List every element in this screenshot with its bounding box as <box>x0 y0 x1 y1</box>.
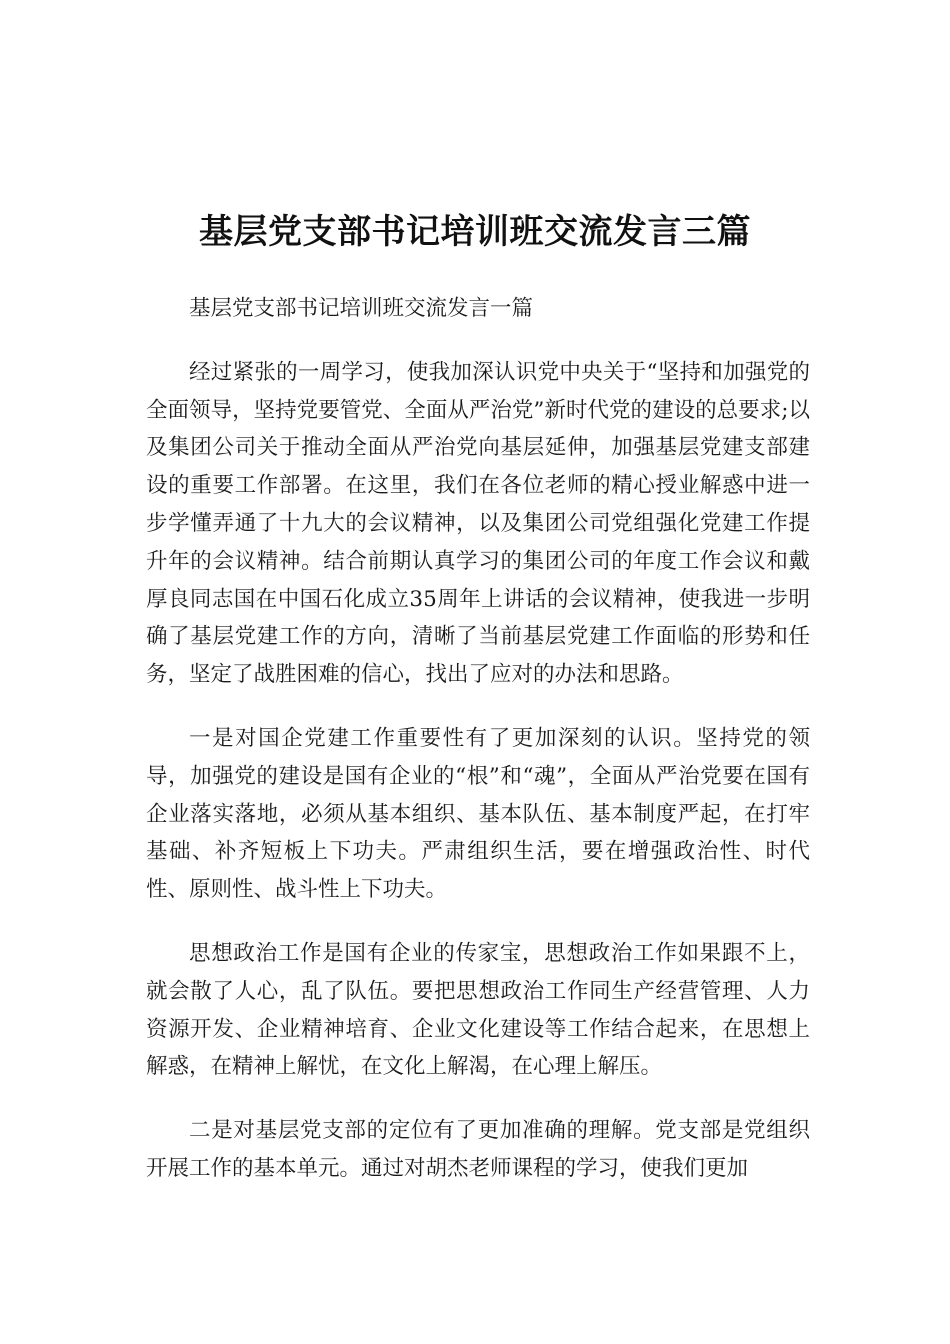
paragraph-ideological-work: 思想政治工作是国有企业的传家宝，思想政治工作如果跟不上，就会散了人心，乱了队伍。要把思想政治工作同生产经营管理、人力资源开发、企业精神培育、企业文化建设等工作结合起来，在思想上解惑，在精神上解忧，在文化上解渴，在心理上解压。 <box>146 940 810 1080</box>
section-subheading: 基层党支部书记培训班交流发言一篇 <box>189 296 534 321</box>
paragraph-intro: 经过紧张的一周学习，使我加深认识党中央关于“坚持和加强党的全面领导，坚持党要管党、全面从严治党”新时代党的建设的总要求;以及集团公司关于推动全面从严治党向基层延伸，加强基层党建支部建设的重要工作部署。在这里，我们在各位老师的精心授业解惑中进一步学懂弄通了十九大的会议精神，以及集团公司党组强化党建工作提升年的会议精神。结合前期认真学习的集团公司的年度工作会议和戴厚良同志国在中国石化成立35周年上讲话的会议精神，使我进一步明确了基层党建工作的方向，清晰了当前基层党建工作面临的形势和任务，坚定了战胜困难的信心，找出了应对的办法和思路。 <box>146 359 810 688</box>
document-title: 基层党支部书记培训班交流发言三篇 <box>199 212 751 252</box>
paragraph-point-one: 一是对国企党建工作重要性有了更加深刻的认识。坚持党的领导，加强党的建设是国有企业的“根”和“魂”，全面从严治党要在国有企业落实落地，必须从基本组织、基本队伍、基本制度严起，在打牢基础、补齐短板上下功夫。严肃组织生活，要在增强政治性、时代性、原则性、战斗性上下功夫。 <box>146 725 810 903</box>
document-body <box>146 290 810 1188</box>
paragraph-point-two: 二是对基层党支部的定位有了更加准确的理解。党支部是党组织开展工作的基本单元。通过对胡杰老师课程的学习，使我们更加 <box>146 1118 810 1181</box>
